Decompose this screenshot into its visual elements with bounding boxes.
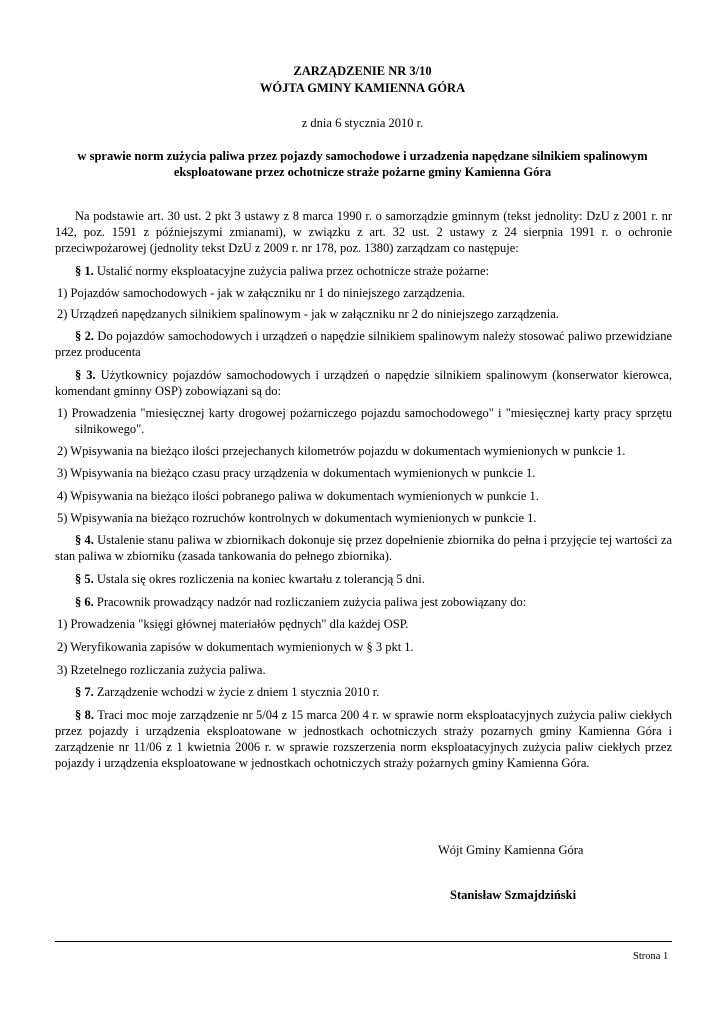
section-6-item-1: 1) Prowadzenia "księgi głównej materiałów pędnych" dla każdej OSP. xyxy=(57,617,409,631)
section-4-text: Ustalenie stanu paliwa w zbiornikach dokonuje się przez dopełnienie zbiornika do pełna i przyjęcie tej wartości za stan paliwa w zbiorniku (zasada tankowania do pełnego zbiornika). xyxy=(55,533,673,563)
section-8 xyxy=(55,707,672,771)
document-subject: w sprawie norm zużycia paliwa przez pojazdy samochodowe i urzadzenia napędzane silnikiem spalinowym eksploatowane przez ochotnicze straże pożarne gminy Kamienna Góra xyxy=(77,149,648,179)
section-3 xyxy=(55,367,672,399)
section-6-text: Pracownik prowadzący nadzór nad rozliczaniem zużycia paliwa jest zobowiązany do: xyxy=(93,595,527,609)
section-3-item-3: 3) Wpisywania na bieżąco czasu pracy urządzenia w dokumentach wymienionych w punkcie 1. xyxy=(57,466,536,480)
section-1-item-2: 2) Urządzeń napędzanych silnikiem spalinowym - jak w załączniku nr 2 do niniejszego zarządzenia. xyxy=(57,307,559,321)
section-1-label: § 1. xyxy=(75,264,94,278)
section-2-label: § 2. xyxy=(75,329,95,343)
section-1-text: Ustalić normy eksploatacyjne zużycia paliwa przez ochotnicze straże pożarne: xyxy=(93,264,490,278)
section-6-item-3: 3) Rzetelnego rozliczania zużycia paliwa. xyxy=(57,663,266,677)
section-3-item-2: 2) Wpisywania na bieżąco ilości przejechanych kilometrów pojazdu w dokumentach wymienionych w punkcie 1. xyxy=(57,444,626,458)
section-3-item-4: 4) Wpisywania na bieżąco ilości pobranego paliwa w dokumentach wymienionych w punkcie 1. xyxy=(57,489,539,503)
section-8-text: Traci moc moje zarządzenie nr 5/04 z 15 marca 200 4 r. w sprawie norm eksploatacyjnych zużycia paliw ciekłych przez pojazdy i urządzenia eksploatowane w jednostkach ochotniczych straży pozarnych gminy Kamienna Góra i zarządzenie nr 11/06 z 1 kwietnia 2006 r. w sprawie rozszerzenia norm eksploatacyjnych zużycia paliw ciekłych przez pojazdy i urządzenia eksploatowane w jednostkach ochotniczych straży pożarnych gminy Kamienna Góra. xyxy=(55,708,672,770)
section-1 xyxy=(55,263,672,279)
section-6-item-2: 2) Weryfikowania zapisów w dokumentach wymienionych w § 3 pkt 1. xyxy=(57,640,414,654)
section-3-label: § 3. xyxy=(75,368,96,382)
section-2-text: Do pojazdów samochodowych i urządzeń o napędzie silnikiem spalinowym należy stosować paliwo przewidziane przez producenta xyxy=(55,329,673,359)
page-number: Strona 1 xyxy=(633,951,669,962)
footer-divider xyxy=(55,941,672,942)
signature-name: Stanisław Szmajdziński xyxy=(450,888,577,902)
section-5-text: Ustala się okres rozliczenia na koniec kwartału z tolerancją 5 dni. xyxy=(93,572,425,586)
section-3-item-5: 5) Wpisywania na bieżąco rozruchów kontrolnych w dokumentach wymienionych w punkcie 1. xyxy=(57,511,537,525)
section-3-item-1: 1) Prowadzenia "miesięcznej karty drogowej pożarniczego pojazdu samochodowego" i "miesięcznej karty pracy sprzętu silnikowego". xyxy=(57,406,672,436)
document-title-line2: WÓJTA GMINY KAMIENNA GÓRA xyxy=(259,81,466,95)
section-2 xyxy=(55,328,672,360)
section-3-text: Użytkownicy pojazdów samochodowych i urządzeń o napędzie silnikiem spalinowym (konserwator kierowca, komendant gminny OSP) zobowiązani są do: xyxy=(55,368,673,398)
section-6 xyxy=(55,594,672,610)
signature-role: Wójt Gminy Kamienna Góra xyxy=(438,843,584,857)
section-5 xyxy=(55,571,672,587)
section-7-label: § 7. xyxy=(75,685,94,699)
section-8-label: § 8. xyxy=(75,708,95,722)
document-title-line1: ZARZĄDZENIE NR 3/10 xyxy=(293,64,432,78)
section-7-text: Zarządzenie wchodzi w życie z dniem 1 stycznia 2010 r. xyxy=(93,685,380,699)
section-4-label: § 4. xyxy=(75,533,94,547)
section-6-label: § 6. xyxy=(75,595,94,609)
section-1-item-1: 1) Pojazdów samochodowych - jak w załączniku nr 1 do niniejszego zarządzenia. xyxy=(57,286,466,300)
intro-paragraph: Na podstawie art. 30 ust. 2 pkt 3 ustawy z 8 marca 1990 r. o samorządzie gminnym (tekst jednolity: DzU z 2001 r. nr 142, poz. 1591 z późniejszymi zmianami), w związku z art. 32 ust. 2 ustawy z 24 sierpnia 1991 r. o ochronie przeciwpożarowej (jednolity tekst DzU z 2009 r. nr 178, poz. 1380) zarządzam co następuje: xyxy=(55,209,672,255)
section-4 xyxy=(55,532,672,564)
section-7 xyxy=(55,684,672,700)
section-5-label: § 5. xyxy=(75,572,94,586)
document-date: z dnia 6 stycznia 2010 r. xyxy=(301,116,424,130)
